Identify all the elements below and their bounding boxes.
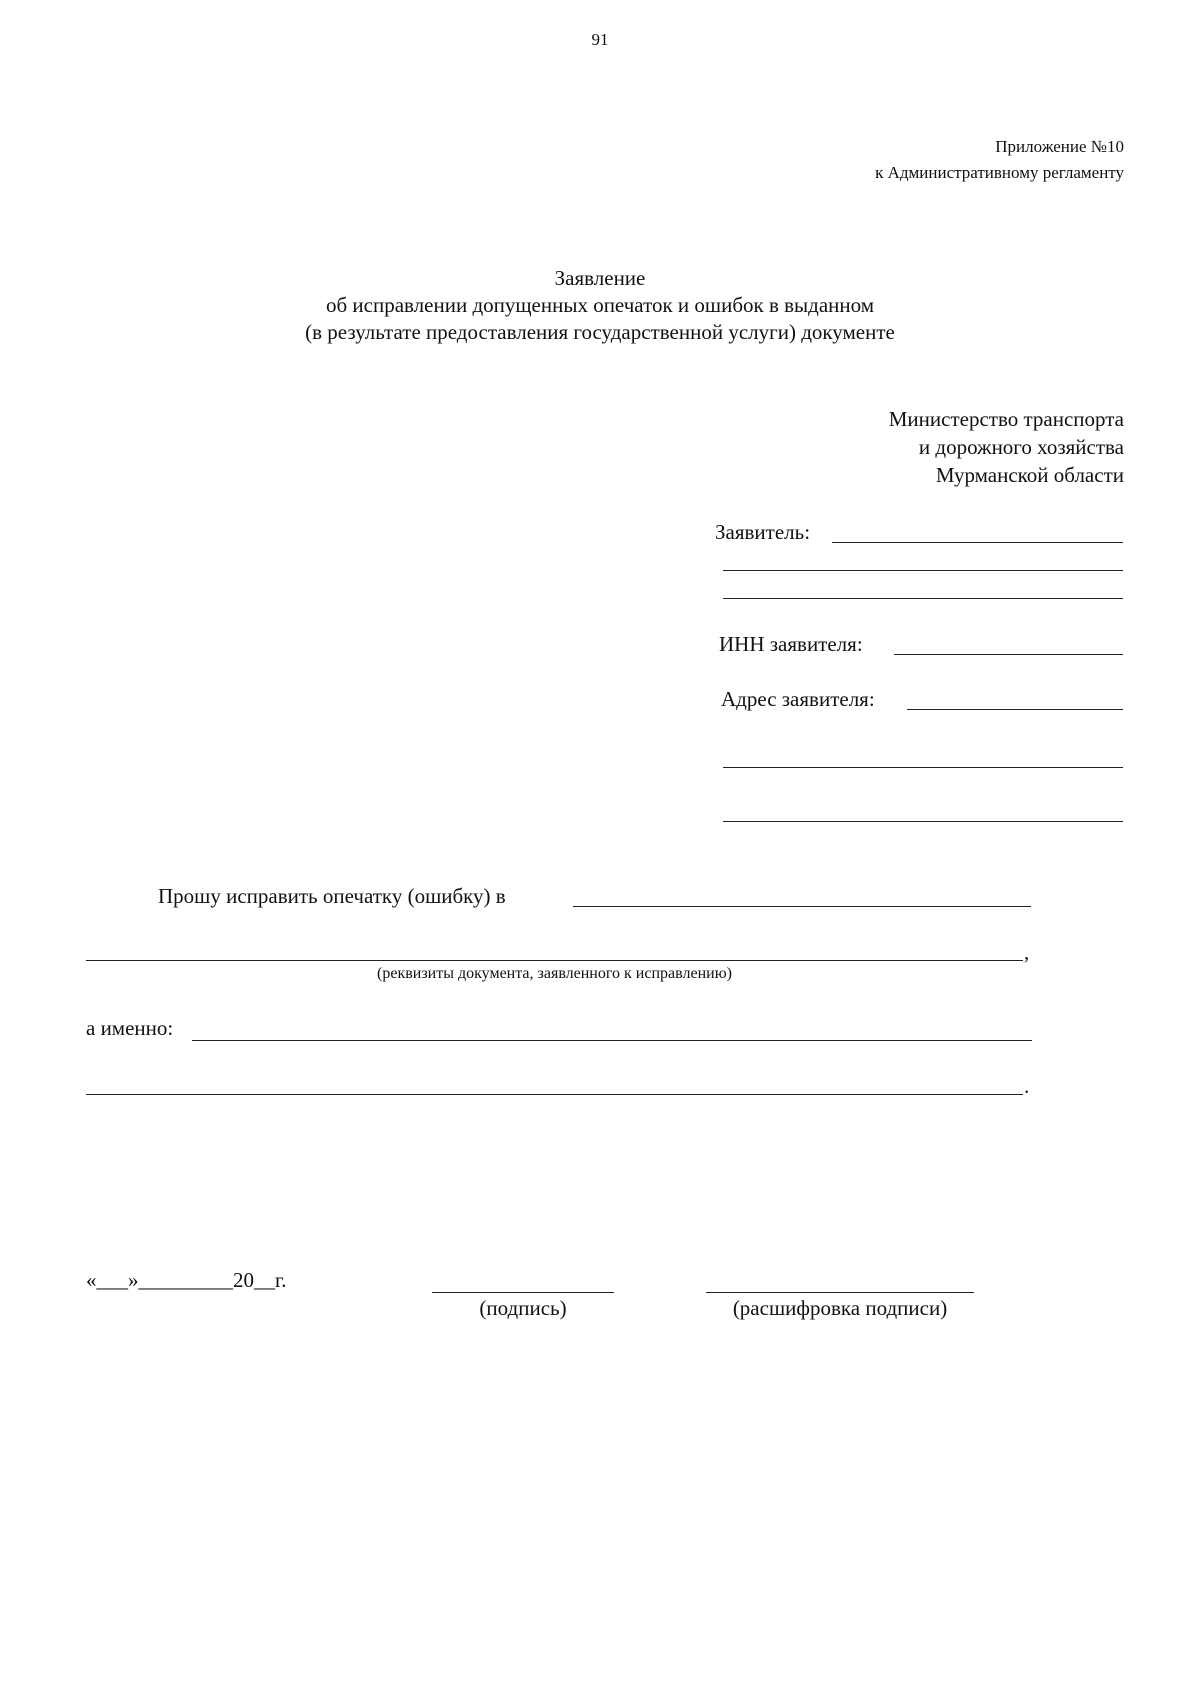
applicant-name-field-2[interactable] xyxy=(723,570,1123,571)
recipient-block xyxy=(889,405,1124,489)
signature-decoding-hint: (расшифровка подписи) xyxy=(732,1296,948,1320)
document-field[interactable] xyxy=(573,906,1031,907)
request-text: Прошу исправить опечатку (ошибку) в xyxy=(158,884,506,908)
recipient-line-2: и дорожного хозяйства xyxy=(918,435,1124,459)
applicant-name-field-3[interactable] xyxy=(723,598,1123,599)
inn-label: ИНН заявителя: xyxy=(719,632,863,656)
signature-field[interactable] xyxy=(432,1292,614,1293)
document-details-hint: (реквизиты документа, заявленного к исправлению) xyxy=(377,965,732,982)
inn-field[interactable] xyxy=(894,654,1123,655)
signature-decoding-field[interactable] xyxy=(706,1292,974,1293)
title-line-1: Заявление xyxy=(554,266,646,290)
appendix-number: Приложение №10 xyxy=(995,137,1124,156)
document-details-field[interactable] xyxy=(86,960,1023,961)
applicant-name-field[interactable] xyxy=(832,542,1123,543)
appendix-regulation: к Административному регламенту xyxy=(875,163,1124,182)
title-line-3: (в результате предоставления государственной услуги) документе xyxy=(305,320,895,344)
namely-field-2[interactable] xyxy=(86,1094,1023,1095)
address-field-3[interactable] xyxy=(723,821,1123,822)
appendix-reference xyxy=(875,134,1124,186)
title-line-2: об исправлении допущенных опечаток и ошибок в выданном xyxy=(325,293,875,317)
namely-field[interactable] xyxy=(192,1040,1032,1041)
applicant-label: Заявитель: xyxy=(715,520,811,544)
address-label: Адрес заявителя: xyxy=(721,687,875,711)
recipient-line-3: Мурманской области xyxy=(935,463,1124,487)
period: . xyxy=(1024,1074,1030,1098)
page-number: 91 xyxy=(591,30,609,49)
document-title xyxy=(0,265,1200,346)
address-field[interactable] xyxy=(907,709,1123,710)
address-field-2[interactable] xyxy=(723,767,1123,768)
namely-label: а именно: xyxy=(86,1016,174,1040)
comma: , xyxy=(1024,940,1030,964)
signature-hint: (подпись) xyxy=(479,1296,567,1320)
date-field[interactable]: «___»_________20__г. xyxy=(86,1268,287,1292)
recipient-line-1: Министерство транспорта xyxy=(888,407,1124,431)
